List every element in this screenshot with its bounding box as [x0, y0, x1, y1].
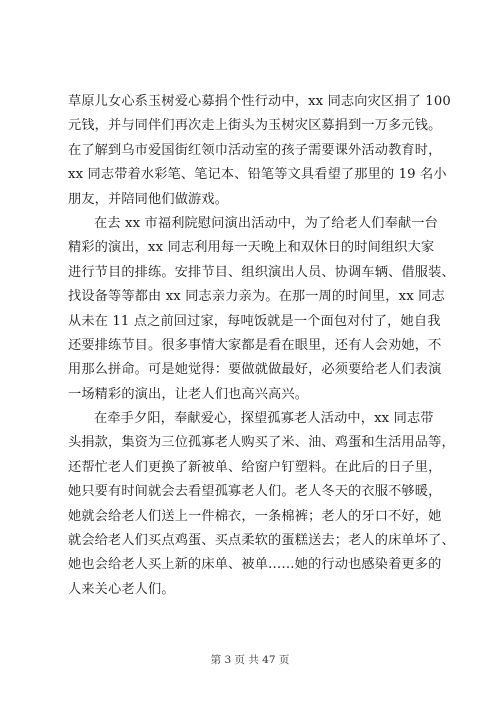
paragraph-1 [68, 90, 451, 212]
text-line: 用那么拼命。可是她觉得：要做就做最好，必须要给老人们表演 [68, 362, 442, 378]
text-line: 就会给老人们买点鸡蛋、买点柔软的蛋糕送去；老人的床单坏了、 [68, 533, 455, 549]
text-line: 一场精彩的演出，让老人们也高兴高兴。 [68, 386, 309, 402]
text-line: 她只要有时间就会去看望孤寡老人们。老人冬天的衣服不够暖， [68, 484, 442, 500]
paragraph-3 [68, 407, 455, 602]
text-line: 头捐款，集资为三位孤寡老人购买了米、油、鸡蛋和生活用品等， [68, 435, 455, 451]
text-line: 还帮忙老人们更换了新被单、给窗户钉塑料。在此后的日子里， [68, 459, 442, 475]
text-line: 从未在 11 点之前回过家，每吨饭就是一个面包对付了，她自我 [68, 313, 441, 329]
text-line: 在牵手夕阳，奉献爱心，探望孤寡老人活动中，xx 同志带 [94, 411, 434, 427]
page-number-footer: 第 3 页 共 47 页 [210, 654, 290, 666]
text-line: 元钱，并与同伴们再次走上街头为玉树灾区募捐到一万多元钱。 [68, 118, 442, 134]
paragraph-2 [68, 212, 455, 407]
text-line: 在去 xx 市福利院慰问演出活动中，为了给老人们奉献一台 [94, 215, 438, 231]
document-body [68, 90, 455, 602]
text-line: 草原儿女心系玉树爱心募捐个性行动中，xx 同志向灾区捐了 100 [68, 94, 451, 109]
text-line: 进行节目的排练。安排节目、组织演出人员、协调车辆、借服装、 [68, 264, 455, 280]
text-line: 找设备等等都由 xx 同志亲力亲为。在那一周的时间里，xx 同志 [68, 289, 445, 305]
text-line: 在了解到乌市爱国街红领巾活动室的孩子需要课外活动教育时， [68, 142, 442, 158]
text-line: xx 同志带着水彩笔、笔记本、铅笔等文具看望了那里的 19 名小 [68, 167, 447, 183]
text-line: 朋友，并陪同他们做游戏。 [68, 191, 229, 207]
text-line: 人来关心老人们。 [68, 581, 175, 597]
text-line: 她就会给老人们送上一件棉衣，一条棉裤；老人的牙口不好，她 [68, 508, 442, 524]
text-line: 精彩的演出，xx 同志利用每一天晚上和双休日的时间组织大家 [68, 240, 435, 256]
text-line: 还要排练节目。很多事情大家都是看在眼里，还有人会劝她，不 [68, 337, 442, 353]
text-line: 她也会给老人买上新的床单、被单……她的行动也感染着更多的 [68, 557, 442, 573]
